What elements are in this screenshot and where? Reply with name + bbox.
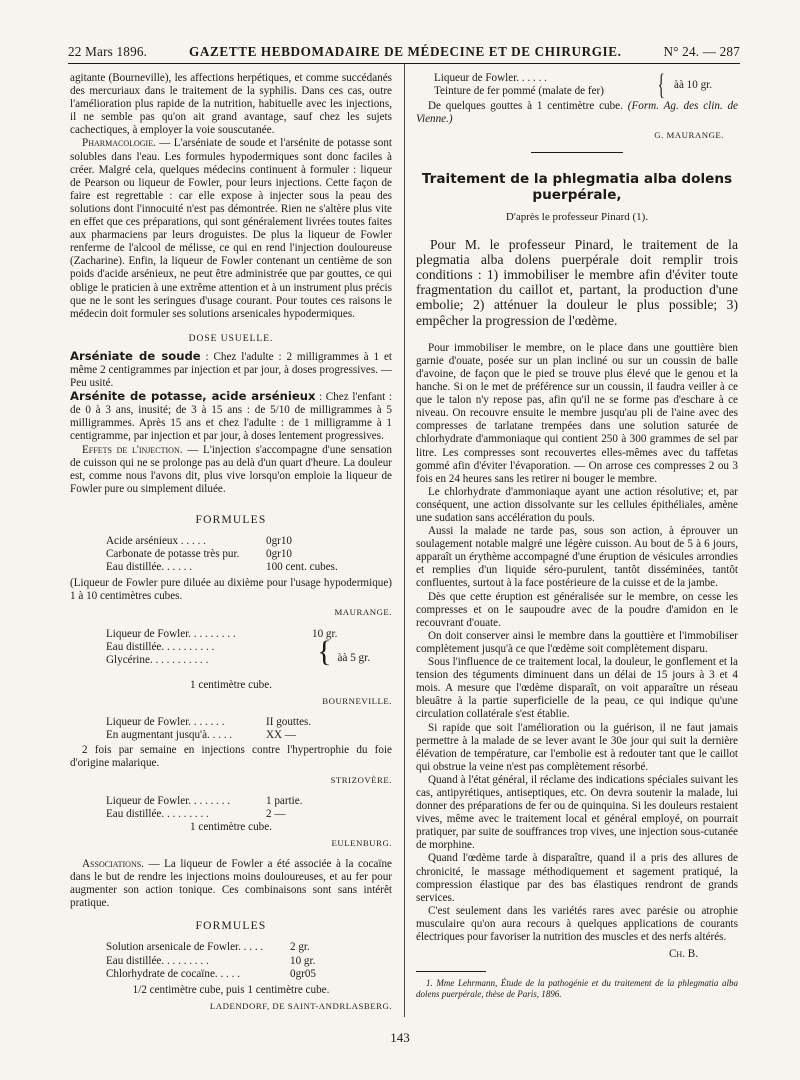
formula-ingredient: Eau distillée. . . . . . . . . bbox=[106, 807, 209, 820]
formula-row bbox=[70, 548, 392, 561]
formula-reference: (Form. Ag. des clin. de Vienne.) bbox=[416, 100, 738, 126]
formula-attribution: EULENBURG. bbox=[331, 837, 392, 848]
formula-ingredient: Chlorhydrate de cocaïne. . . . . bbox=[106, 967, 240, 980]
formula-ingredient: Liqueur de Fowler. . . . . . bbox=[434, 72, 547, 84]
associations-label: Associations. bbox=[82, 857, 144, 870]
formula-ingredient: Solution arsenicale de Fowler. . . . . bbox=[106, 941, 264, 954]
brace-value: àà 10 gr. bbox=[674, 78, 713, 91]
article-title: Traitement de la phlegmatia alba dolens puerpérale, bbox=[421, 171, 733, 204]
formula-row bbox=[70, 716, 392, 729]
issue-date: 22 Mars 1896. bbox=[68, 44, 148, 59]
effets-label: Effets de l'injection. bbox=[82, 443, 183, 456]
column-divider bbox=[404, 64, 405, 1017]
formula-attribution: BOURNEVILLE. bbox=[322, 696, 392, 707]
formula-row bbox=[70, 955, 392, 968]
article-paragraph: Aussi la malade ne tarde pas, sous son action, à éprouver un soulagement notable malgré une légère cuisson. Au bout de 5 à 6 jours, apparaît un érythème accompagné d'une éruption de vésicules arrondies et remplies d'un liquide séro-purulent, tantôt disséminées, tantôt confluentes, surtout à la face postérieure de la cuisse et de la jambe. bbox=[416, 525, 738, 590]
footnote-rule bbox=[416, 971, 486, 972]
brace-value: àà 5 gr. bbox=[337, 651, 370, 664]
article-paragraph: Sous l'influence de ce traitement local, la douleur, le gonflement et la tension des téguments diminuent dans un délai de 15 jours à 3 et 4 mois. A mesure que l'œdème disparaît, on voit apparaître un réseau bleuâtre à la partie superficielle de la peau, ce qui indique qu'une circulation collatérale s'est établie. bbox=[416, 656, 738, 721]
associations-paragraph bbox=[70, 858, 392, 910]
formula-row bbox=[70, 795, 392, 808]
formula-amount: 2 — bbox=[266, 807, 286, 820]
formula-amount: 0gr05 bbox=[290, 967, 316, 980]
formula-note: 1/2 centimètre cube, puis 1 centimètre cube. bbox=[132, 983, 330, 996]
article-paragraph: Quand à l'état général, il réclame des indications spéciales suivant les cas, antipyrétiques, antiseptiques, etc. On devra soutenir la malade, lui donner des préparations de fer ou de quinquina. Si les douleurs restaient vives, même avec le traitement local et général employé, on pourrait pratiquer, par suite de souffrances trop vives, une injection sous-cutanée de morphine. bbox=[416, 773, 738, 852]
article-paragraph: Quand l'œdème tarde à disparaître, quand il a pris des allures de chronicité, le massage méthodiquement et sagement pratiqué, la compression élastique par des bas élastiques rendront de grands services. bbox=[416, 852, 738, 904]
brace-glyph-icon: { bbox=[317, 634, 332, 668]
page-number: 143 bbox=[390, 1030, 410, 1045]
article-paragraph: On doit conserver ainsi le membre dans la gouttière et l'immobiliser complètement jusqu'à ce que l'œdème soit complètement disparu. bbox=[416, 629, 738, 655]
article-subtitle: D'après le professeur Pinard (1). bbox=[505, 211, 649, 224]
formula-ingredient: Carbonate de potasse très pur. bbox=[106, 548, 240, 561]
formula-amount: 2 gr. bbox=[290, 941, 310, 954]
formules-heading-2: FORMULES bbox=[195, 920, 267, 933]
brace-glyph-icon: { bbox=[657, 68, 665, 102]
left-column bbox=[70, 72, 392, 1021]
article-paragraph: C'est seulement dans les variétés rares avec parésie ou atrophie musculaire qu'on aura recours à quelques applications de courants électriques pour favoriser la nutrition des muscles et des nerfs altérés. bbox=[416, 904, 738, 943]
arseniate-label: Arséniate de soude bbox=[70, 348, 201, 363]
formula-row bbox=[70, 941, 392, 954]
formula-note: 1 centimètre cube. bbox=[190, 820, 272, 833]
formules-heading-1: FORMULES bbox=[195, 513, 267, 526]
formula-amount: 10 gr. bbox=[312, 627, 338, 640]
formula-ingredient: Teinture de fer pommé (malate de fer) bbox=[434, 85, 604, 98]
running-header bbox=[68, 38, 740, 64]
formula-row bbox=[70, 561, 392, 574]
article-paragraph: Si rapide que soit l'amélioration ou la guérison, il ne faut jamais permettre à la malade de se lever avant le 30e jour qui suit la dernière élévation de température, car l'embolie est à redouter tant que le caillot qui obstrue la veine n'est pas complètement résorbé. bbox=[416, 721, 738, 773]
effets-text: — L'injection s'accompagne d'une sensation de cuisson qui ne se prolonge pas au delà d'un quart d'heure. La douleur est, comme nous l'avons dit, plus vive lorsqu'on emploie la liqueur de Fowler pure ou simplement diluée. bbox=[70, 443, 392, 495]
pharmacologie-paragraph bbox=[70, 137, 392, 320]
formula-note: 1 centimètre cube. bbox=[190, 678, 272, 691]
arseniate-paragraph bbox=[70, 350, 392, 390]
arsenite-label: Arsénite de potasse, acide arsénieux bbox=[70, 389, 316, 404]
formula-amount: 0gr10 bbox=[266, 535, 292, 547]
formula-ingredient: Eau distillée. . . . . . bbox=[106, 561, 193, 574]
dose-heading: DOSE USUELLE. bbox=[188, 333, 274, 344]
formula-note: 2 fois par semaine en injections contre l'hypertrophie du foie d'origine malarique. bbox=[70, 744, 392, 770]
formula-attribution: STRIZOVÈRE. bbox=[330, 774, 392, 785]
formula-note-text: De quelques gouttes à 1 centimètre cube. bbox=[428, 100, 623, 113]
formula-attribution: LADENDORF, DE SAINT-ANDRLASBERG. bbox=[209, 1000, 392, 1011]
right-column bbox=[416, 68, 738, 1000]
formula-ingredient: En augmentant jusqu'à. . . . . bbox=[106, 729, 233, 742]
article-paragraph: Le chlorhydrate d'ammoniaque ayant une action résolutive; et, par conséquent, une action dissolvante sur les cellules épithéliales, amène une sudation sans accélération du pouls. bbox=[416, 485, 738, 524]
article-signature: Ch. B. bbox=[669, 948, 698, 961]
formula-row bbox=[70, 535, 392, 548]
formula-row bbox=[70, 968, 392, 981]
arsenite-paragraph bbox=[70, 390, 392, 443]
formula-amount: 1 partie. bbox=[266, 794, 303, 807]
pharmacologie-label: Pharmacologie. bbox=[82, 137, 156, 150]
formula-ingredient: Liqueur de Fowler. . . . . . . . . bbox=[106, 627, 236, 640]
effets-paragraph bbox=[70, 444, 392, 496]
formula-amount: 10 gr. bbox=[290, 954, 316, 967]
formula-row bbox=[70, 729, 392, 742]
formula-ingredient: Liqueur de Fowler. . . . . . . bbox=[106, 716, 225, 729]
section-rule bbox=[531, 152, 623, 153]
footnote: 1. Mme Lehrmann, Étude de la pathogénie et du traitement de la phlegmatia alba dolens puerpérale, thèse de Paris, 1896. bbox=[416, 978, 738, 1000]
formula-attribution: G. MAURANGE. bbox=[654, 130, 724, 141]
formula-amount: 100 cent. cubes. bbox=[266, 561, 338, 574]
formula-row bbox=[70, 808, 392, 821]
formula-ingredient: Eau distillée. . . . . . . . . . bbox=[106, 640, 215, 653]
formula-amount: XX — bbox=[266, 729, 297, 742]
arsenite-text: : Chez l'enfant : de 0 à 3 ans, inusité; de 3 à 15 ans : de 5/10 de milligrammes à 5 milligrammes. Après 15 ans et chez l'adulte : de 1 milligramme à 1 centigramme, par injection et par jour, à doses lentement progressives. bbox=[70, 391, 392, 443]
formula-ingredient: Eau distillée. . . . . . . . . bbox=[106, 954, 209, 967]
article-lead: Pour M. le professeur Pinard, le traitement de la plegmatia alba dolens puerpérale doit remplir trois conditions : 1) immobiliser le membre afin d'éviter toute fragmentation du caillot et, partant, la production d'une embolie; 2) atténuer la douleur le plus possible; 3) empêcher la progression de l'œdème. bbox=[416, 236, 738, 328]
formula-block-brace bbox=[416, 68, 738, 102]
formula-amount: 0gr10 bbox=[266, 548, 292, 561]
arseniate-text: : Chez l'adulte : 2 milligrammes à 1 et même 2 centigrammes par injection et par jour, à doses progressives. — Peu usité. bbox=[70, 350, 392, 390]
issue-number: N° 24. — 287 bbox=[663, 44, 740, 59]
article-paragraph: Pour immobiliser le membre, on le place dans une gouttière bien garnie d'ouate, posée sur un plan incliné ou sur un coussin de balle d'avoine, de façon que le pied se trouve plus élevé que le genou et la hanche. Si on le met de préférence sur un coussin, il faudra veiller à ce que le talon n'y repose pas, afin qu'il ne se forme pas d'eschare à ce niveau. On recouvre ensuite le membre jusqu'au pli de l'aine avec des compresses de tarlatane trempées dans une solution saturée de chlorhydrate d'ammoniaque qui contient 250 à 300 grammes de sel par litre. Les compresses sont recouvertes elles-mêmes avec du taffetas gommé afin d'éviter l'évaporation. — On arrose ces compresses 2 ou 3 fois en 24 heures sans les retirer ni bouger le membre. bbox=[416, 341, 738, 485]
article-paragraph: Dès que cette éruption est généralisée sur le membre, on cesse les compresses et on le saupoudre avec de la poudre d'amidon en le recouvrant d'ouate. bbox=[416, 590, 738, 629]
formula-ingredient: Glycérine. . . . . . . . . . . bbox=[106, 653, 209, 666]
pharmacologie-text: — L'arséniate de soude et l'arsénite de potasse sont solubles dans l'eau. Les formules hypodermiques sont donc faciles à créer. Malgré cela, quelques médecins continuent à formuler : liqueur de Pearson ou liqueur de Fowler, pour leurs injections. Cette façon de faire est regrettable : car elle expose à injecter sous la peau des solutions dont l'innocuité n'est pas démontrée. Rien ne s'altère plus vite en effet que ces préparations, qui sont généralement livrées toutes faites aux pharmaciens par leurs droguistes. De plus la liqueur de Fowler renferme de l'alcool de mélisse, ce qui en rend l'injection douloureuse (Zacharine). Enfin, la liqueur de Fowler contenant un centième de son poids d'acide arsénieux, ne peut être administrée que par gouttes, ce qui oblige le praticien à une extrême attention et à un instrument plus précis que ne le sont les seringues d'usage courant. Pour toutes ces raisons le médecin doit formuler ses solutions arsenicales hypodermiques. bbox=[70, 137, 392, 320]
paragraph-continued: agitante (Bourneville), les affections herpétiques, et comme succédanés des mercuriaux dans le traitement de la syphilis. Dans ces cas, outre l'amélioration plus rapide de la nutrition, habituelle avec les injections, il ne semble pas qu'on ait grand avantage, sauf chez les sujets cachectiques, à employer la voie souscutanée. bbox=[70, 72, 392, 137]
formula-rows bbox=[434, 72, 652, 98]
formula-attribution: MAURANGE. bbox=[334, 607, 392, 618]
associations-text: — La liqueur de Fowler a été associée à la cocaïne dans le but de rendre les injections moins douloureuses, et au fer pour augmenter son action tonique. Ces combinaisons sont sans intérêt pratique. bbox=[70, 857, 392, 910]
formula-note bbox=[416, 100, 738, 126]
formula-amount: II gouttes. bbox=[266, 716, 312, 729]
formula-note: (Liqueur de Fowler pure diluée au dixième pour l'usage hypodermique) 1 à 10 centimètres cubes. bbox=[70, 577, 392, 603]
formula-ingredient: Liqueur de Fowler. . . . . . . . bbox=[106, 794, 231, 807]
journal-title: GAZETTE HEBDOMADAIRE DE MÉDECINE ET DE CHIRURGIE. bbox=[189, 44, 622, 59]
formula-ingredient: Acide arsénieux . . . . . bbox=[106, 535, 206, 547]
